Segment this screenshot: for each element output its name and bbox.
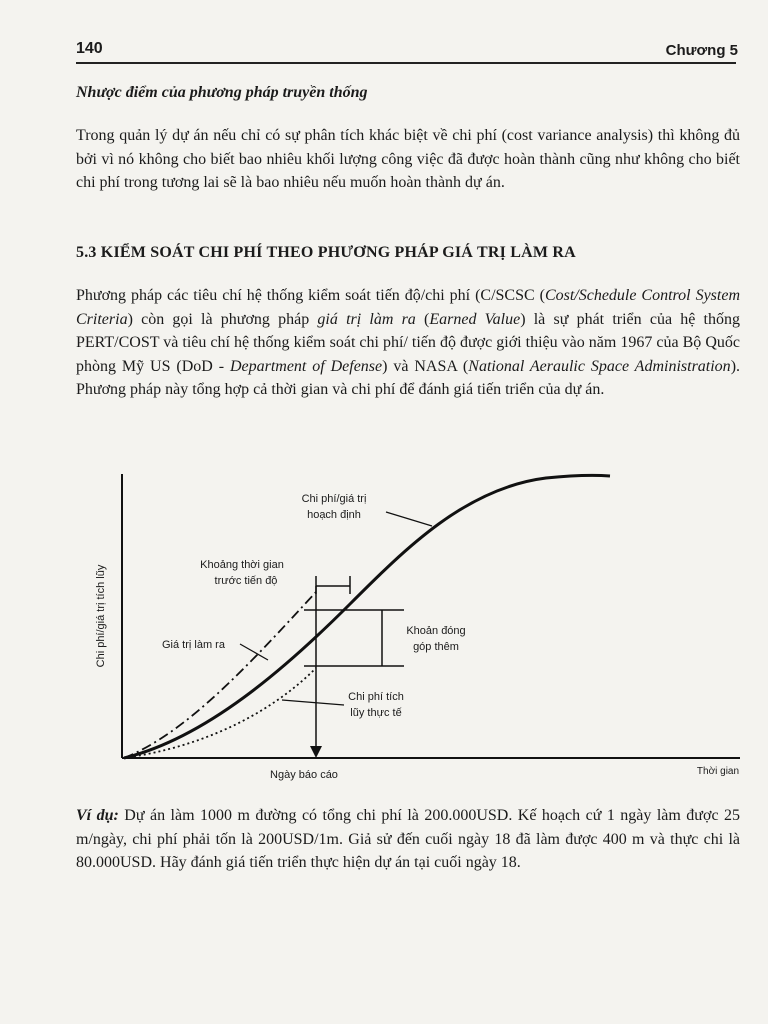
label-actual: Chi phí tích: [348, 691, 404, 703]
label-schedule: trước tiến độ: [214, 575, 278, 587]
example-paragraph: [76, 804, 740, 875]
para-italic: Earned Value: [429, 310, 521, 328]
earned-value-curve: [124, 592, 316, 758]
label-schedule: Khoảng thời gian: [200, 559, 284, 571]
report-date-arrow: [310, 746, 322, 758]
para-italic: giá trị làm ra: [317, 310, 416, 328]
chapter-label: Chương 5: [665, 42, 738, 59]
label-earned: Giá trị làm ra: [162, 639, 225, 651]
para-text: Phương pháp các tiêu chí hệ thống kiểm soát tiến độ/chi phí (C/SCSC (: [76, 287, 545, 304]
label-planned: hoạch định: [307, 509, 361, 521]
label-actual: lũy thực tế: [350, 707, 402, 719]
label-extra: Khoản đóng: [406, 625, 466, 637]
para-text: ) còn gọi là phương pháp: [127, 310, 318, 328]
section-paragraph: [76, 284, 740, 402]
para-italic: Department of Defense: [229, 357, 383, 375]
leader-actual: [282, 700, 344, 705]
para-text: ). Phương pháp này tổng hợp cả thời gian và chi phí để đánh giá tiến triển của dự án.: [76, 357, 741, 398]
x-label-time: Thời gian: [696, 766, 740, 777]
y-axis-label: Chi phí/giá trị tích lũy: [95, 564, 107, 668]
example-text: Dự án làm 1000 m đường có tổng chi phí là 200.000USD. Kế hoạch cứ 1 ngày làm được 25 m/ngày, chi phí phải tốn là 200USD/1m. Giả sử đến cuối ngày 18 đã làm được 400 m và thực chi là 80.000USD. Hãy đánh giá tiến triển thực hiện dự án tại cuối ngày 18.: [76, 807, 741, 871]
example-label: Ví dụ:: [76, 807, 119, 824]
para-text: ) là sự phát triển của hệ thống PERT/COST và tiêu chí hệ thống kiểm soát chi phí/ tiến độ được giới thiệu vào năm 1967 của Bộ Quốc phòng Mỹ US (DoD -: [76, 310, 740, 375]
section-title: 5.3 KIỂM SOÁT CHI PHÍ THEO PHƯƠNG PHÁP GIÁ TRỊ LÀM RA: [76, 244, 576, 261]
page-number: 140: [76, 40, 103, 57]
earned-value-diagram: [86, 468, 746, 788]
subheading: Nhược điểm của phương pháp truyền thống: [76, 84, 368, 101]
leader-planned: [386, 512, 432, 526]
para-italic: National Aeraulic Space Administration: [468, 357, 731, 375]
intro-paragraph: Trong quản lý dự án nếu chỉ có sự phân tích khác biệt về chi phí (cost variance analysis) thì không đủ bởi vì nó không cho biết bao nhiêu khối lượng công việc đã được hoàn thành cũng như không cho biết chi phí trong tương lai sẽ là bao nhiêu nếu muốn hoàn thành dự án.: [76, 127, 740, 191]
label-extra: góp thêm: [413, 641, 459, 653]
label-planned: Chi phí/giá trị: [301, 493, 367, 505]
header-rule: [76, 62, 736, 64]
x-label-report: Ngày báo cáo: [270, 769, 338, 781]
para-italic: Cost/Schedule Control System Criteria: [76, 287, 740, 328]
para-text: ) và NASA (: [382, 357, 469, 375]
para-text: (: [415, 310, 430, 328]
